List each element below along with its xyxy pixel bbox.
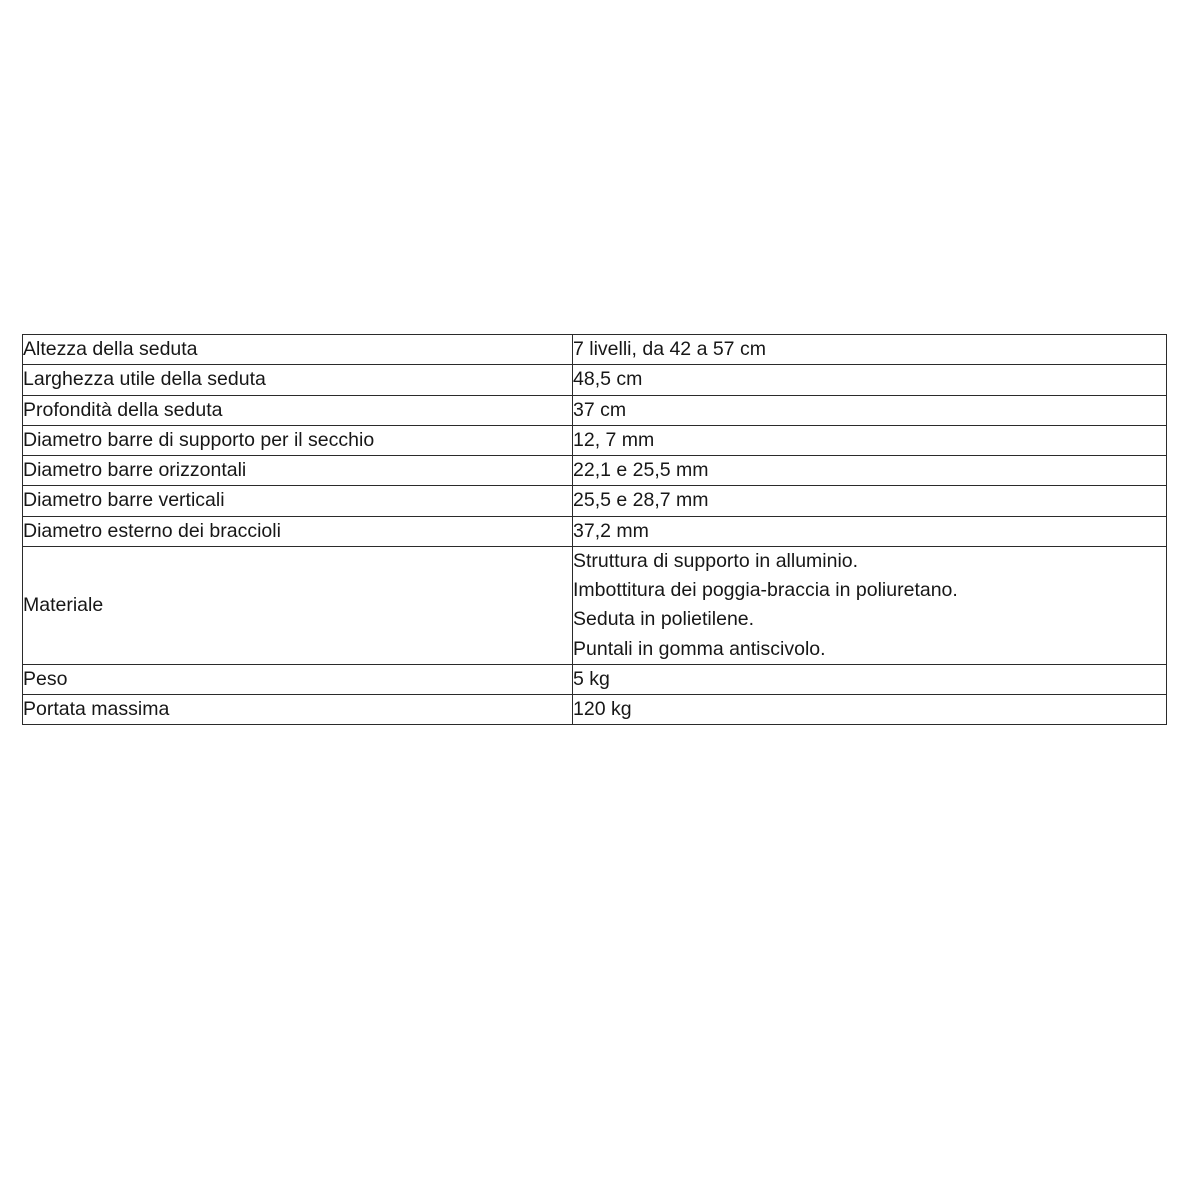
value-line: 5 kg [573, 667, 610, 690]
value-line: Seduta in polietilene. [573, 608, 755, 631]
spec-value [573, 395, 1167, 425]
value-line: 25,5 e 28,7 mm [573, 489, 709, 512]
spec-label: Larghezza utile della seduta [23, 365, 573, 395]
spec-label: Portata massima [23, 695, 573, 725]
spec-label: Profondità della seduta [23, 395, 573, 425]
table-row [23, 395, 1167, 425]
table-row [23, 486, 1167, 516]
spec-value [573, 456, 1167, 486]
value-line: 120 kg [573, 698, 632, 720]
value-line: 12, 7 mm [573, 428, 655, 451]
spec-label: Peso [23, 664, 573, 694]
spec-value [573, 664, 1167, 694]
value-line: Struttura di supporto in alluminio. [573, 549, 859, 572]
spec-label: Altezza della seduta [23, 335, 573, 365]
spec-value [573, 516, 1167, 546]
table-body [23, 335, 1167, 725]
table-row [23, 335, 1167, 365]
value-line: Puntali in gomma antiscivolo. [573, 637, 826, 660]
spec-label: Diametro barre orizzontali [23, 456, 573, 486]
spec-value [573, 365, 1167, 395]
value-line: 7 livelli, da 42 a 57 cm [573, 338, 766, 360]
value-line: 48,5 cm [573, 368, 643, 391]
spec-value [573, 695, 1167, 725]
table-row [23, 456, 1167, 486]
value-line: 37,2 mm [573, 519, 649, 542]
specifications-table [22, 334, 1167, 725]
table-row [23, 695, 1167, 725]
spec-value [573, 486, 1167, 516]
table-row [23, 664, 1167, 694]
spec-label: Diametro esterno dei braccioli [23, 516, 573, 546]
spec-value [573, 546, 1167, 664]
spec-label: Diametro barre verticali [23, 486, 573, 516]
spec-value [573, 425, 1167, 455]
table-row [23, 425, 1167, 455]
specifications-table-container [22, 334, 1164, 725]
table-row [23, 546, 1167, 664]
table-row [23, 516, 1167, 546]
spec-value [573, 335, 1167, 365]
value-line: Imbottitura dei poggia-braccia in poliuretano. [573, 579, 958, 601]
spec-label: Materiale [23, 546, 573, 664]
value-line: 37 cm [573, 398, 627, 421]
spec-label: Diametro barre di supporto per il secchio [23, 425, 573, 455]
table-row [23, 365, 1167, 395]
value-line: 22,1 e 25,5 mm [573, 459, 709, 481]
